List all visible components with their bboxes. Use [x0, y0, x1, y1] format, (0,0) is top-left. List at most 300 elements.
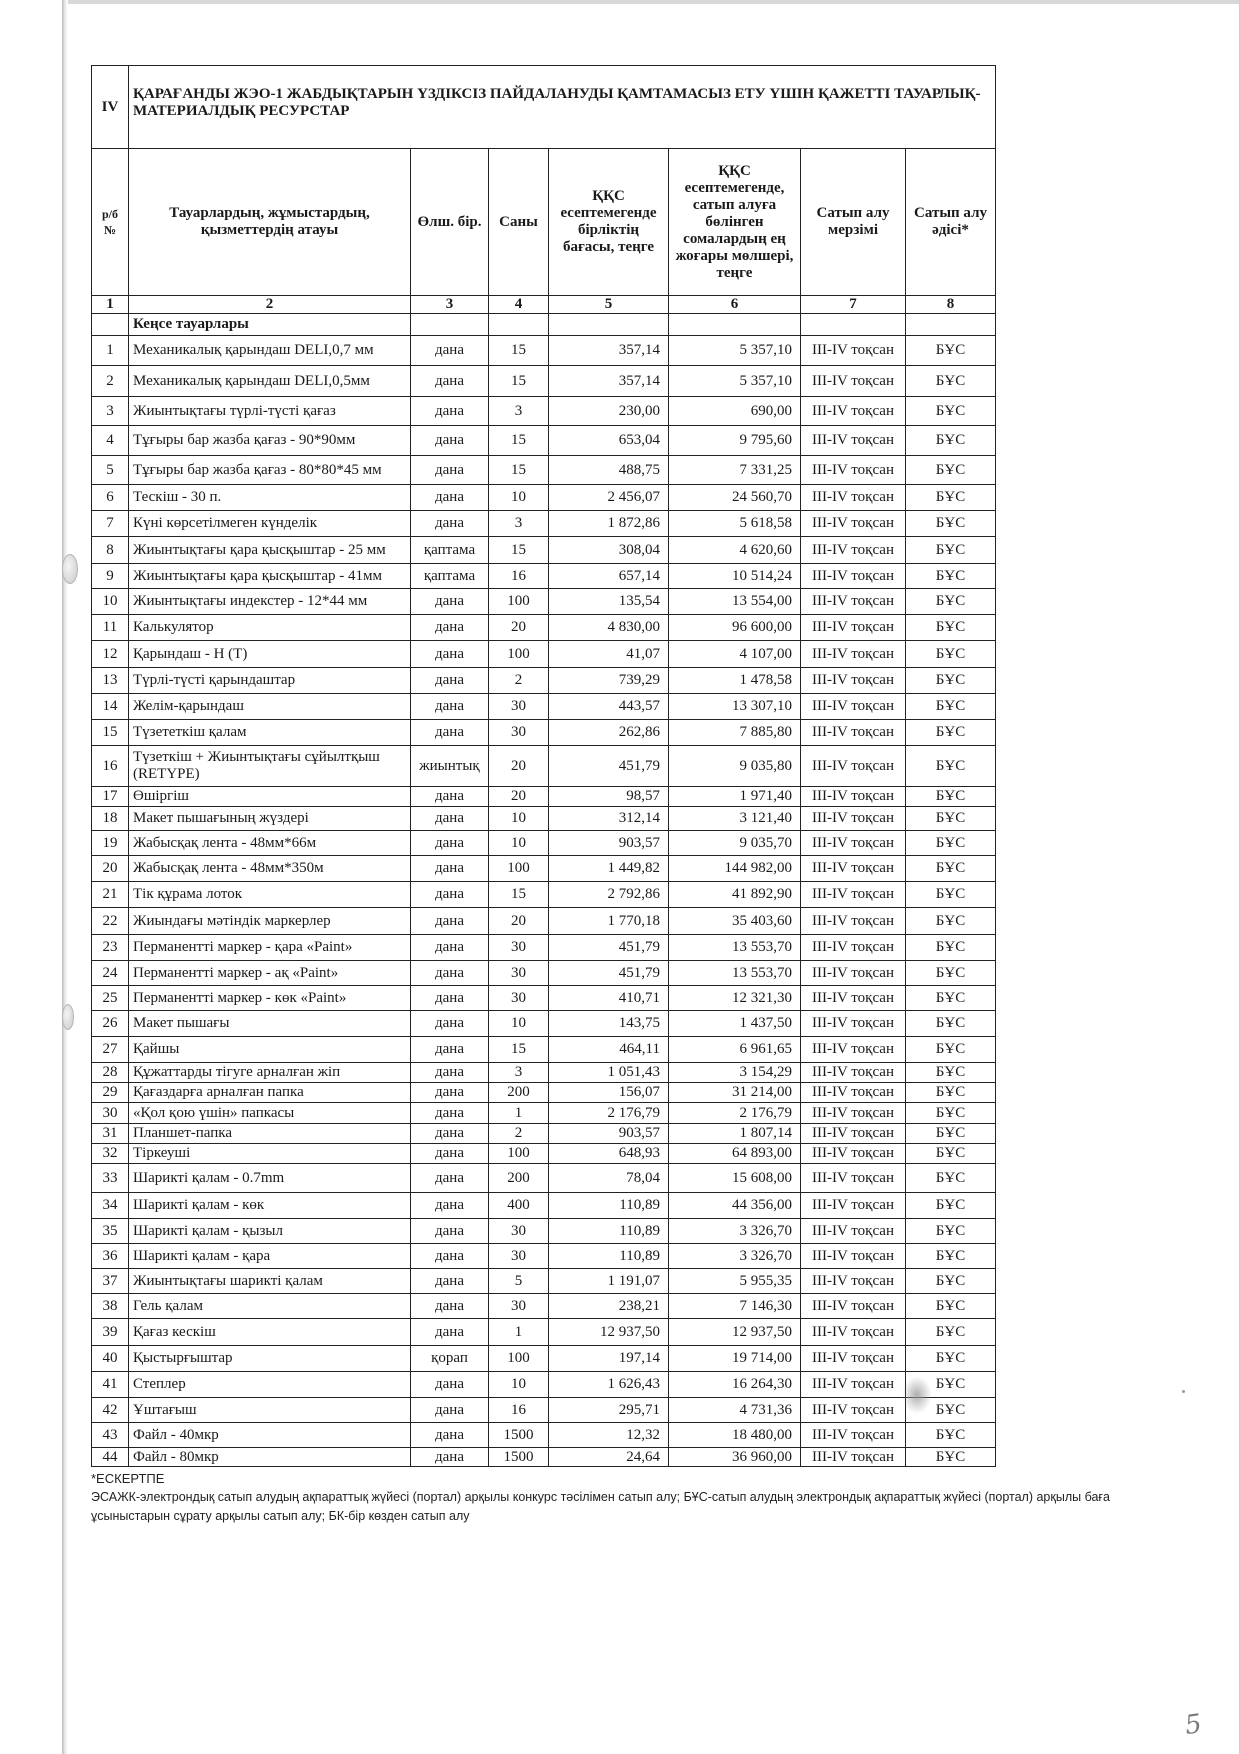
unit: дана	[411, 589, 489, 615]
purchase-period: III-IV тоқсан	[801, 426, 906, 456]
table-row	[92, 537, 996, 564]
item-name: Тіркеуші	[129, 1144, 411, 1164]
unit: қаптама	[411, 537, 489, 564]
quantity: 2	[489, 1124, 549, 1144]
purchase-method: БҰС	[906, 485, 996, 511]
quantity: 100	[489, 856, 549, 882]
item-name: Тұғыры бар жазба қағаз - 90*90мм	[129, 426, 411, 456]
item-name: Қайшы	[129, 1037, 411, 1063]
purchase-method: БҰС	[906, 397, 996, 426]
total-amount: 18 480,00	[669, 1423, 801, 1448]
table-row	[92, 641, 996, 668]
item-name: Файл - 40мкр	[129, 1423, 411, 1448]
table-row	[92, 882, 996, 908]
quantity: 16	[489, 1398, 549, 1423]
purchase-period: III-IV тоқсан	[801, 1219, 906, 1244]
unit: дана	[411, 961, 489, 986]
table-row	[92, 1244, 996, 1269]
purchase-method: БҰС	[906, 1124, 996, 1144]
table-row	[92, 366, 996, 397]
table-row	[92, 935, 996, 961]
table-row	[92, 856, 996, 882]
quantity: 1500	[489, 1448, 549, 1467]
purchase-period: III-IV тоқсан	[801, 615, 906, 641]
item-name: Механикалық қарындаш DELI,0,5мм	[129, 366, 411, 397]
purchase-period: III-IV тоқсан	[801, 1124, 906, 1144]
quantity: 10	[489, 807, 549, 831]
table-row	[92, 831, 996, 856]
unit-price: 903,57	[549, 1124, 669, 1144]
unit: дана	[411, 882, 489, 908]
purchase-period: III-IV тоқсан	[801, 1011, 906, 1037]
quantity: 10	[489, 1011, 549, 1037]
total-amount: 5 955,35	[669, 1269, 801, 1294]
table-row	[92, 615, 996, 641]
unit-price: 653,04	[549, 426, 669, 456]
table-row	[92, 1398, 996, 1423]
table-row	[92, 1193, 996, 1219]
row-number: 14	[92, 694, 129, 720]
row-number: 25	[92, 986, 129, 1011]
total-amount: 1 437,50	[669, 1011, 801, 1037]
quantity: 30	[489, 935, 549, 961]
unit-price: 903,57	[549, 831, 669, 856]
total-amount: 36 960,00	[669, 1448, 801, 1467]
quantity: 2	[489, 668, 549, 694]
total-amount: 3 326,70	[669, 1244, 801, 1269]
item-name: Жабысқақ лента - 48мм*66м	[129, 831, 411, 856]
item-name: Жиынтықтағы қара қысқыштар - 41мм	[129, 564, 411, 589]
purchase-period: III-IV тоқсан	[801, 787, 906, 807]
purchase-method: БҰС	[906, 537, 996, 564]
purchase-method: БҰС	[906, 1423, 996, 1448]
footnote	[91, 1469, 1151, 1526]
quantity: 20	[489, 787, 549, 807]
total-amount: 1 971,40	[669, 787, 801, 807]
purchase-period: III-IV тоқсан	[801, 564, 906, 589]
table-row	[92, 1083, 996, 1103]
unit-price: 1 449,82	[549, 856, 669, 882]
row-number: 37	[92, 1269, 129, 1294]
purchase-period: III-IV тоқсан	[801, 1083, 906, 1103]
table-row	[92, 1103, 996, 1124]
quantity: 30	[489, 694, 549, 720]
purchase-period: III-IV тоқсан	[801, 366, 906, 397]
quantity: 3	[489, 511, 549, 537]
purchase-method: БҰС	[906, 908, 996, 935]
quantity: 1	[489, 1103, 549, 1124]
quantity: 30	[489, 986, 549, 1011]
total-amount: 6 961,65	[669, 1037, 801, 1063]
purchase-period: III-IV тоқсан	[801, 1063, 906, 1083]
item-name: Жиындағы мәтіндік маркерлер	[129, 908, 411, 935]
purchase-period: III-IV тоқсан	[801, 856, 906, 882]
item-name: Перманентті маркер - қара «Paint»	[129, 935, 411, 961]
quantity: 20	[489, 615, 549, 641]
unit: дана	[411, 1164, 489, 1193]
purchase-period: III-IV тоқсан	[801, 1319, 906, 1346]
unit-price: 451,79	[549, 746, 669, 787]
table-row	[92, 511, 996, 537]
item-name: Жиынтықтағы индекстер - 12*44 мм	[129, 589, 411, 615]
quantity: 3	[489, 397, 549, 426]
unit: дана	[411, 1319, 489, 1346]
unit-price: 238,21	[549, 1294, 669, 1319]
item-name: Түзеткіш + Жиынтықтағы сұйылтқыш (RETYPE)	[129, 746, 411, 787]
table-row	[92, 908, 996, 935]
unit-price: 230,00	[549, 397, 669, 426]
purchase-period: III-IV тоқсан	[801, 908, 906, 935]
total-amount: 5 618,58	[669, 511, 801, 537]
quantity: 100	[489, 641, 549, 668]
purchase-method: БҰС	[906, 746, 996, 787]
quantity: 1	[489, 1319, 549, 1346]
colnum-2: 2	[129, 296, 411, 314]
quantity: 15	[489, 366, 549, 397]
purchase-period: III-IV тоқсан	[801, 831, 906, 856]
total-amount: 3 121,40	[669, 807, 801, 831]
purchase-period: III-IV тоқсан	[801, 485, 906, 511]
scan-top-edge	[62, 0, 1240, 4]
stamp-smudge	[902, 1376, 932, 1414]
unit: дана	[411, 720, 489, 746]
purchase-period: III-IV тоқсан	[801, 986, 906, 1011]
punch-hole	[62, 1004, 74, 1030]
unit: дана	[411, 426, 489, 456]
table-row	[92, 1144, 996, 1164]
total-amount: 5 357,10	[669, 336, 801, 366]
quantity: 100	[489, 1346, 549, 1372]
unit: дана	[411, 1193, 489, 1219]
unit-price: 2 176,79	[549, 1103, 669, 1124]
table-row	[92, 1063, 996, 1083]
table-row	[92, 1319, 996, 1346]
unit-price: 443,57	[549, 694, 669, 720]
row-number: 34	[92, 1193, 129, 1219]
purchase-method: БҰС	[906, 589, 996, 615]
item-name: Перманентті маркер - ақ «Paint»	[129, 961, 411, 986]
purchase-period: III-IV тоқсан	[801, 668, 906, 694]
total-amount: 96 600,00	[669, 615, 801, 641]
unit: дана	[411, 807, 489, 831]
unit-price: 135,54	[549, 589, 669, 615]
item-name: Тұғыры бар жазба қағаз - 80*80*45 мм	[129, 456, 411, 485]
total-amount: 9 035,80	[669, 746, 801, 787]
punch-hole	[62, 554, 78, 584]
unit: дана	[411, 1124, 489, 1144]
total-amount: 7 885,80	[669, 720, 801, 746]
purchase-period: III-IV тоқсан	[801, 961, 906, 986]
row-number: 42	[92, 1398, 129, 1423]
header-price: ҚҚС есептемегенде бірліктің бағасы, теңге	[549, 149, 669, 296]
table-row	[92, 485, 996, 511]
section-number: IV	[92, 66, 129, 149]
colnum-3: 3	[411, 296, 489, 314]
unit: дана	[411, 336, 489, 366]
quantity: 400	[489, 1193, 549, 1219]
unit-price: 464,11	[549, 1037, 669, 1063]
category-label: Кеңсе тауарлары	[129, 314, 411, 336]
row-number: 4	[92, 426, 129, 456]
purchase-method: БҰС	[906, 456, 996, 485]
purchase-method: БҰС	[906, 564, 996, 589]
quantity: 15	[489, 426, 549, 456]
section-title-row	[92, 66, 996, 149]
purchase-period: III-IV тоқсан	[801, 1193, 906, 1219]
item-name: Планшет-папка	[129, 1124, 411, 1144]
row-number: 26	[92, 1011, 129, 1037]
purchase-period: III-IV тоқсан	[801, 694, 906, 720]
colnum-4: 4	[489, 296, 549, 314]
header-name: Тауарлардың, жұмыстардың, қызметтердің атауы	[129, 149, 411, 296]
purchase-method: БҰС	[906, 1244, 996, 1269]
item-name: Шарикті қалам - 0.7mm	[129, 1164, 411, 1193]
unit-price: 110,89	[549, 1219, 669, 1244]
total-amount: 12 321,30	[669, 986, 801, 1011]
purchase-method: БҰС	[906, 668, 996, 694]
row-number: 28	[92, 1063, 129, 1083]
unit: дана	[411, 1269, 489, 1294]
unit: дана	[411, 1063, 489, 1083]
total-amount: 13 554,00	[669, 589, 801, 615]
purchase-period: III-IV тоқсан	[801, 1144, 906, 1164]
unit-price: 410,71	[549, 986, 669, 1011]
category-row	[92, 314, 996, 336]
purchase-period: III-IV тоқсан	[801, 720, 906, 746]
item-name: Степлер	[129, 1372, 411, 1398]
row-number: 8	[92, 537, 129, 564]
unit: дана	[411, 1083, 489, 1103]
item-name: Макет пышағы	[129, 1011, 411, 1037]
item-name: Құжаттарды тігуге арналған жіп	[129, 1063, 411, 1083]
table-row	[92, 1448, 996, 1467]
total-amount: 31 214,00	[669, 1083, 801, 1103]
row-number: 18	[92, 807, 129, 831]
table-row	[92, 1164, 996, 1193]
row-number: 39	[92, 1319, 129, 1346]
unit-price: 1 770,18	[549, 908, 669, 935]
table-row	[92, 1372, 996, 1398]
item-name: Күні көрсетілмеген күнделік	[129, 511, 411, 537]
item-name: Тескіш - 30 п.	[129, 485, 411, 511]
total-amount: 24 560,70	[669, 485, 801, 511]
purchase-method: БҰС	[906, 1269, 996, 1294]
unit: дана	[411, 986, 489, 1011]
unit: дана	[411, 1037, 489, 1063]
item-name: Шарикті қалам - көк	[129, 1193, 411, 1219]
purchase-period: III-IV тоқсан	[801, 882, 906, 908]
purchase-method: БҰС	[906, 1164, 996, 1193]
unit: дана	[411, 831, 489, 856]
item-name: Механикалық қарындаш DELI,0,7 мм	[129, 336, 411, 366]
unit-price: 2 792,86	[549, 882, 669, 908]
row-number: 20	[92, 856, 129, 882]
purchase-method: БҰС	[906, 426, 996, 456]
row-number: 40	[92, 1346, 129, 1372]
row-number: 17	[92, 787, 129, 807]
total-amount: 690,00	[669, 397, 801, 426]
quantity: 30	[489, 1244, 549, 1269]
unit: дана	[411, 1423, 489, 1448]
quantity: 1500	[489, 1423, 549, 1448]
row-number: 41	[92, 1372, 129, 1398]
colnum-7: 7	[801, 296, 906, 314]
table-row	[92, 986, 996, 1011]
unit-price: 110,89	[549, 1193, 669, 1219]
purchase-period: III-IV тоқсан	[801, 1244, 906, 1269]
unit: дана	[411, 1103, 489, 1124]
item-name: Файл - 80мкр	[129, 1448, 411, 1467]
purchase-period: III-IV тоқсан	[801, 1164, 906, 1193]
purchase-method: БҰС	[906, 831, 996, 856]
row-number: 10	[92, 589, 129, 615]
purchase-method: БҰС	[906, 1346, 996, 1372]
unit: дана	[411, 694, 489, 720]
quantity: 30	[489, 720, 549, 746]
row-number: 32	[92, 1144, 129, 1164]
purchase-period: III-IV тоқсан	[801, 641, 906, 668]
total-amount: 4 620,60	[669, 537, 801, 564]
purchase-period: III-IV тоқсан	[801, 1103, 906, 1124]
purchase-period: III-IV тоқсан	[801, 1398, 906, 1423]
unit-price: 98,57	[549, 787, 669, 807]
row-number: 11	[92, 615, 129, 641]
unit: дана	[411, 668, 489, 694]
row-number: 5	[92, 456, 129, 485]
item-name: Түрлі-түсті қарындаштар	[129, 668, 411, 694]
item-name: Жиынтықтағы шарикті қалам	[129, 1269, 411, 1294]
table-row	[92, 397, 996, 426]
purchase-period: III-IV тоқсан	[801, 511, 906, 537]
purchase-period: III-IV тоқсан	[801, 1423, 906, 1448]
total-amount: 10 514,24	[669, 564, 801, 589]
header-period: Сатып алу мерзімі	[801, 149, 906, 296]
unit: дана	[411, 1294, 489, 1319]
purchase-period: III-IV тоқсан	[801, 1346, 906, 1372]
quantity: 5	[489, 1269, 549, 1294]
unit-price: 110,89	[549, 1244, 669, 1269]
header-total: ҚҚС есептемегенде, сатып алуға бөлінген сомалардың ең жоғары мөлшері, теңге	[669, 149, 801, 296]
colnum-8: 8	[906, 296, 996, 314]
unit-price: 1 051,43	[549, 1063, 669, 1083]
unit-price: 143,75	[549, 1011, 669, 1037]
table-row	[92, 1346, 996, 1372]
table-row	[92, 1037, 996, 1063]
item-name: Шарикті қалам - қара	[129, 1244, 411, 1269]
unit: дана	[411, 856, 489, 882]
purchase-method: БҰС	[906, 1011, 996, 1037]
table-row	[92, 694, 996, 720]
row-number: 15	[92, 720, 129, 746]
item-name: Қағаз кескіш	[129, 1319, 411, 1346]
purchase-method: БҰС	[906, 1294, 996, 1319]
table-row	[92, 456, 996, 485]
unit-price: 1 191,07	[549, 1269, 669, 1294]
item-name: Тік құрама лоток	[129, 882, 411, 908]
row-number: 33	[92, 1164, 129, 1193]
purchase-period: III-IV тоқсан	[801, 537, 906, 564]
table-row	[92, 720, 996, 746]
item-name: Қыстырғыштар	[129, 1346, 411, 1372]
item-name: Жиынтықтағы қара қысқыштар - 25 мм	[129, 537, 411, 564]
total-amount: 7 146,30	[669, 1294, 801, 1319]
item-name: Өшіргіш	[129, 787, 411, 807]
table-row	[92, 1423, 996, 1448]
item-name: Жиынтықтағы түрлі-түсті қағаз	[129, 397, 411, 426]
item-name: Шарикті қалам - қызыл	[129, 1219, 411, 1244]
row-number: 43	[92, 1423, 129, 1448]
row-number: 29	[92, 1083, 129, 1103]
row-number: 1	[92, 336, 129, 366]
unit-price: 12,32	[549, 1423, 669, 1448]
header-method: Сатып алу әдісі*	[906, 149, 996, 296]
quantity: 3	[489, 1063, 549, 1083]
total-amount: 3 326,70	[669, 1219, 801, 1244]
row-number: 13	[92, 668, 129, 694]
total-amount: 9 795,60	[669, 426, 801, 456]
item-name: Желім-қарындаш	[129, 694, 411, 720]
unit: дана	[411, 787, 489, 807]
purchase-period: III-IV тоқсан	[801, 589, 906, 615]
total-amount: 7 331,25	[669, 456, 801, 485]
purchase-method: БҰС	[906, 336, 996, 366]
unit-price: 24,64	[549, 1448, 669, 1467]
quantity: 15	[489, 1037, 549, 1063]
column-header-row	[92, 149, 996, 296]
row-number: 12	[92, 641, 129, 668]
column-number-row	[92, 296, 996, 314]
unit: дана	[411, 1448, 489, 1467]
row-number: 38	[92, 1294, 129, 1319]
quantity: 20	[489, 746, 549, 787]
unit: дана	[411, 1244, 489, 1269]
table-row	[92, 1294, 996, 1319]
unit-price: 451,79	[549, 935, 669, 961]
item-name: Қағаздарға арналған папка	[129, 1083, 411, 1103]
quantity: 15	[489, 537, 549, 564]
unit-price: 312,14	[549, 807, 669, 831]
item-name: «Қол қою үшін» папкасы	[129, 1103, 411, 1124]
purchase-period: III-IV тоқсан	[801, 1037, 906, 1063]
unit-price: 12 937,50	[549, 1319, 669, 1346]
unit-price: 78,04	[549, 1164, 669, 1193]
item-name: Түзететкіш қалам	[129, 720, 411, 746]
quantity: 16	[489, 564, 549, 589]
total-amount: 15 608,00	[669, 1164, 801, 1193]
row-number: 16	[92, 746, 129, 787]
row-number: 23	[92, 935, 129, 961]
purchase-method: БҰС	[906, 1103, 996, 1124]
section-title: ҚАРАҒАНДЫ ЖЭО-1 ЖАБДЫҚТАРЫН ҮЗДІКСІЗ ПАЙДАЛАНУДЫ ҚАМТАМАСЫЗ ЕТУ ҮШІН ҚАЖЕТТІ ТАУАРЛЫҚ-МАТЕРИАЛДЫҚ РЕСУРСТАР	[129, 66, 996, 149]
purchase-method: БҰС	[906, 641, 996, 668]
quantity: 30	[489, 1294, 549, 1319]
total-amount: 13 553,70	[669, 935, 801, 961]
unit-price: 308,04	[549, 537, 669, 564]
purchase-period: III-IV тоқсан	[801, 935, 906, 961]
table-row	[92, 1269, 996, 1294]
total-amount: 12 937,50	[669, 1319, 801, 1346]
purchase-method: БҰС	[906, 1398, 996, 1423]
quantity: 100	[489, 1144, 549, 1164]
total-amount: 19 714,00	[669, 1346, 801, 1372]
purchase-method: БҰС	[906, 1037, 996, 1063]
item-name: Гель қалам	[129, 1294, 411, 1319]
quantity: 200	[489, 1083, 549, 1103]
colnum-6: 6	[669, 296, 801, 314]
purchase-method: БҰС	[906, 986, 996, 1011]
header-qty: Саны	[489, 149, 549, 296]
row-number: 22	[92, 908, 129, 935]
